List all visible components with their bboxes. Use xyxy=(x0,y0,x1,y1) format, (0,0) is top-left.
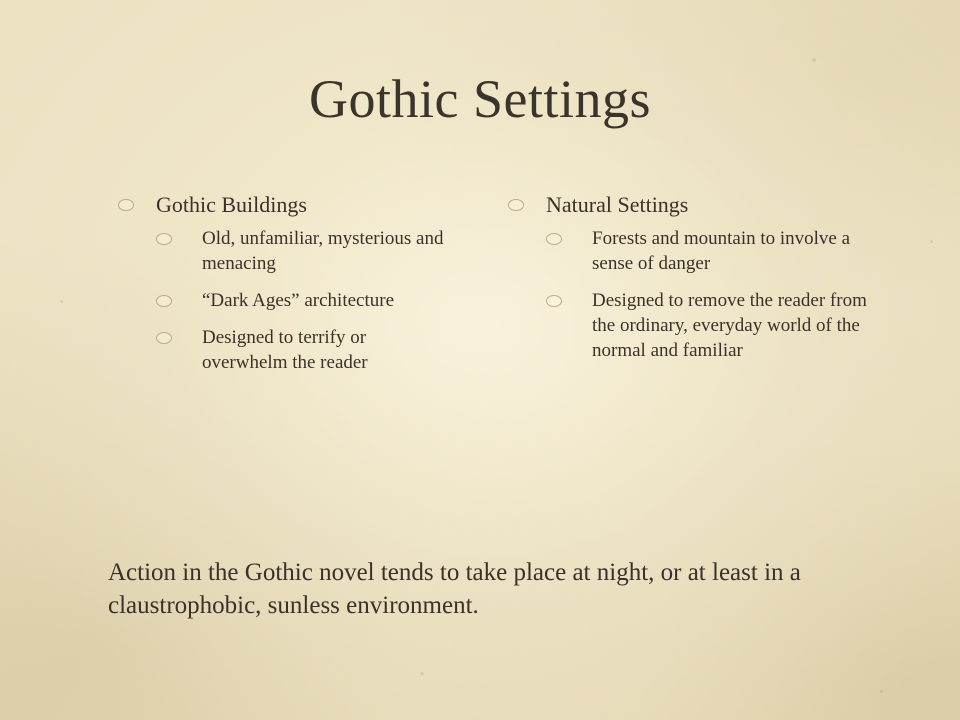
list-item xyxy=(110,226,450,276)
texture-speck xyxy=(420,672,424,675)
list-item-text: Designed to terrify or overwhelm the reader xyxy=(202,327,368,373)
hollow-circle-bullet-icon xyxy=(508,199,524,211)
hollow-circle-bullet-icon xyxy=(156,295,172,307)
left-column xyxy=(110,190,450,387)
bullet-heading-label: Natural Settings xyxy=(546,192,689,217)
summary-text: Action in the Gothic novel tends to take place at night, or at least in a claustrophobic, sunless environment. xyxy=(108,559,801,619)
hollow-circle-bullet-icon xyxy=(156,233,172,245)
list-item xyxy=(110,288,450,313)
list-item-text: Forests and mountain to involve a sense of danger xyxy=(592,228,851,274)
bullet-heading-natural-settings xyxy=(500,190,870,220)
bullet-heading-gothic-buildings xyxy=(110,190,450,220)
hollow-circle-bullet-icon xyxy=(156,332,172,344)
hollow-circle-bullet-icon xyxy=(546,233,562,245)
sub-bullet-list xyxy=(110,226,450,375)
list-item-text: Designed to remove the reader from the ordinary, everyday world of the normal and familiar xyxy=(592,290,867,361)
bullet-heading-label: Gothic Buildings xyxy=(156,192,307,217)
list-item-text: “Dark Ages” architecture xyxy=(202,290,395,311)
hollow-circle-bullet-icon xyxy=(546,295,562,307)
texture-speck xyxy=(930,240,933,243)
texture-speck xyxy=(880,690,883,693)
hollow-circle-bullet-icon xyxy=(118,199,134,211)
slide-title: Gothic Settings xyxy=(309,69,651,129)
texture-speck xyxy=(812,58,816,62)
sub-bullet-list xyxy=(500,226,870,363)
list-item xyxy=(500,288,870,363)
list-item xyxy=(110,325,450,375)
list-item xyxy=(500,226,870,276)
list-item-text: Old, unfamiliar, mysterious and menacing xyxy=(202,228,444,274)
texture-speck xyxy=(60,300,63,303)
right-column xyxy=(500,190,870,375)
